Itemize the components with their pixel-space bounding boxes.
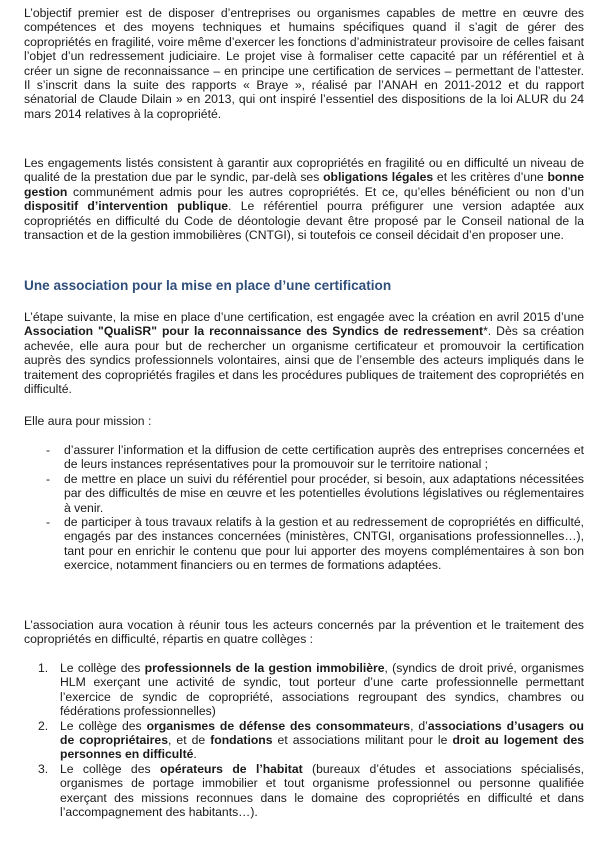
bold-term: dispositif d’intervention publique: [24, 199, 229, 214]
text-span: Le collège des: [60, 718, 147, 733]
bold-term: associations d’usagers ou de copropriétaires: [60, 718, 584, 748]
bold-term: fondations: [210, 733, 273, 748]
colleges-intro: L’association aura vocation à réunir tous les acteurs concernés par la prévention et le traitement des copropriétés en difficulté, répartis en quatre collèges :: [24, 618, 584, 647]
text-span: , d’: [410, 718, 428, 733]
list-item: [24, 719, 584, 762]
list-item: [24, 472, 584, 515]
section-heading: Une association pour la mise en place d’une certification: [24, 278, 392, 293]
text-span: , et de: [168, 733, 211, 748]
commitments-paragraph: [24, 156, 584, 242]
bold-term: professionnels de la gestion immobilière: [144, 661, 385, 675]
list-number: 2.: [38, 718, 49, 733]
list-item: [24, 515, 584, 573]
list-item-text: de mettre en place un suivi du référentiel pour procéder, si besoin, aux adaptations nécessitées par des difficultés de mise en œuvre et les potentielles évolutions législatives ou réglementaires à venir.: [64, 471, 584, 515]
text-span: L’étape suivante, la mise en place d’une certification, est engagée avec la création en avril 2015 d’une: [24, 310, 584, 324]
text-span: communément admis pour les autres copropriétés. Et ce, qu’elles bénéficient ou non d’un: [67, 184, 584, 199]
text-span: Les engagements listés consistent à garantir aux copropriétés en fragilité ou en difficulté un niveau de qualité de la prestation due par le syndic, par-delà ses: [24, 156, 584, 185]
intro-paragraph: L’objectif premier est de disposer d’entreprises ou organismes capables de mettre en œuvre des compétences et des moyens techniques et humains spécifiques quand il s’agit de gérer des copropriétés en fragilité, voire même d’exercer les fonctions d’administrateur provisoire de celles faisant l’objet d’un redressement judiciaire. Le projet vise à formaliser cette capacité par un référentiel et à créer un signe de reconnaissance – en principe une certification de services – permettant de l’attester. Il s’inscrit dans la suite des rapports « Braye », réalisé par l’ANAH en 2011-2012 et du rapport sénatorial de Claude Dilain » en 2013, qui ont inspiré l’essentiel des dispositions de la loi ALUR du 24 mars 2014 relatives à la copropriété.: [24, 6, 584, 121]
text-span: et associations militant pour le: [272, 733, 453, 748]
list-number: 1.: [38, 661, 49, 675]
text-span: et les critères d’une: [433, 170, 548, 185]
bold-term: obligations légales: [323, 170, 434, 185]
mission-intro: Elle aura pour mission :: [24, 414, 152, 428]
dash-bullet: -: [46, 515, 51, 530]
text-span: *. Dès sa création achevée, elle aura pour but de rechercher un organisme certificateur et promouvoir la certification auprès des syndics professionnels volontaires, ainsi que de l’ensemble des acteurs impliqués dans le traitement des copropriétés fragiles et dans les procédures publiques de traitement des copropriétés en difficulté.: [24, 324, 584, 397]
bold-term: organismes de défense des consommateurs: [146, 718, 411, 733]
bold-term: droit au logement des personnes en difficulté: [60, 733, 585, 762]
text-span: . Le référentiel pourra préfigurer une version adaptée aux copropriétés en difficulté du Code de déontologie devant être proposé par le Conseil national de la transaction et de la gestion immobilières (CNTGI), si toutefois ce conseil décidait d’en proposer une.: [24, 199, 584, 243]
dash-bullet: -: [46, 471, 51, 486]
mission-list: [24, 443, 584, 573]
colleges-list: [24, 661, 584, 819]
list-item: [24, 443, 584, 472]
text-span: Le collège des: [60, 661, 145, 675]
text-span: (bureaux d’études et associations spécialisés, organismes de portage immobilier et tout organisme professionnel ou personne qualifiée exerçant des missions reconnues dans le domaine des copropriétés en difficulté et dans l’accompagnement des habitants…).: [60, 761, 584, 820]
list-item-text: d’assurer l’information et la diffusion de cette certification auprès des entreprises concernées et de leurs instances représentatives pour la promouvoir sur le territoire national ;: [64, 443, 584, 472]
bold-term: Association "QualiSR" pour la reconnaissance des Syndics de redressement: [24, 324, 484, 339]
text-span: , (syndics de droit privé, organismes HLM exerçant une activité de syndic, tout porteur d’une carte professionnelle permettant l’exercice de syndic de copropriété, associations regroupant des syndics, chambres ou fédérations professionnelles): [60, 661, 585, 719]
association-paragraph: [24, 310, 584, 396]
bold-term: opérateurs de l’habitat: [159, 761, 303, 776]
bold-term: bonne gestion: [24, 170, 585, 199]
list-item: [24, 661, 584, 719]
list-item-text: de participer à tous travaux relatifs à la gestion et au redressement de copropriétés en difficulté, engagés par des instances concernées (ministères, CNTGI, organisations professionnelles…), tant pour en enrichir le contenu que pour lui apporter des moyens complémentaires à son bon exercice, notamment financiers ou en termes de formations adaptées.: [64, 515, 584, 573]
list-item: [24, 762, 584, 820]
dash-bullet: -: [46, 443, 51, 457]
text-span: Le collège des: [60, 761, 160, 776]
text-span: .: [193, 747, 197, 762]
list-number: 3.: [38, 761, 49, 776]
